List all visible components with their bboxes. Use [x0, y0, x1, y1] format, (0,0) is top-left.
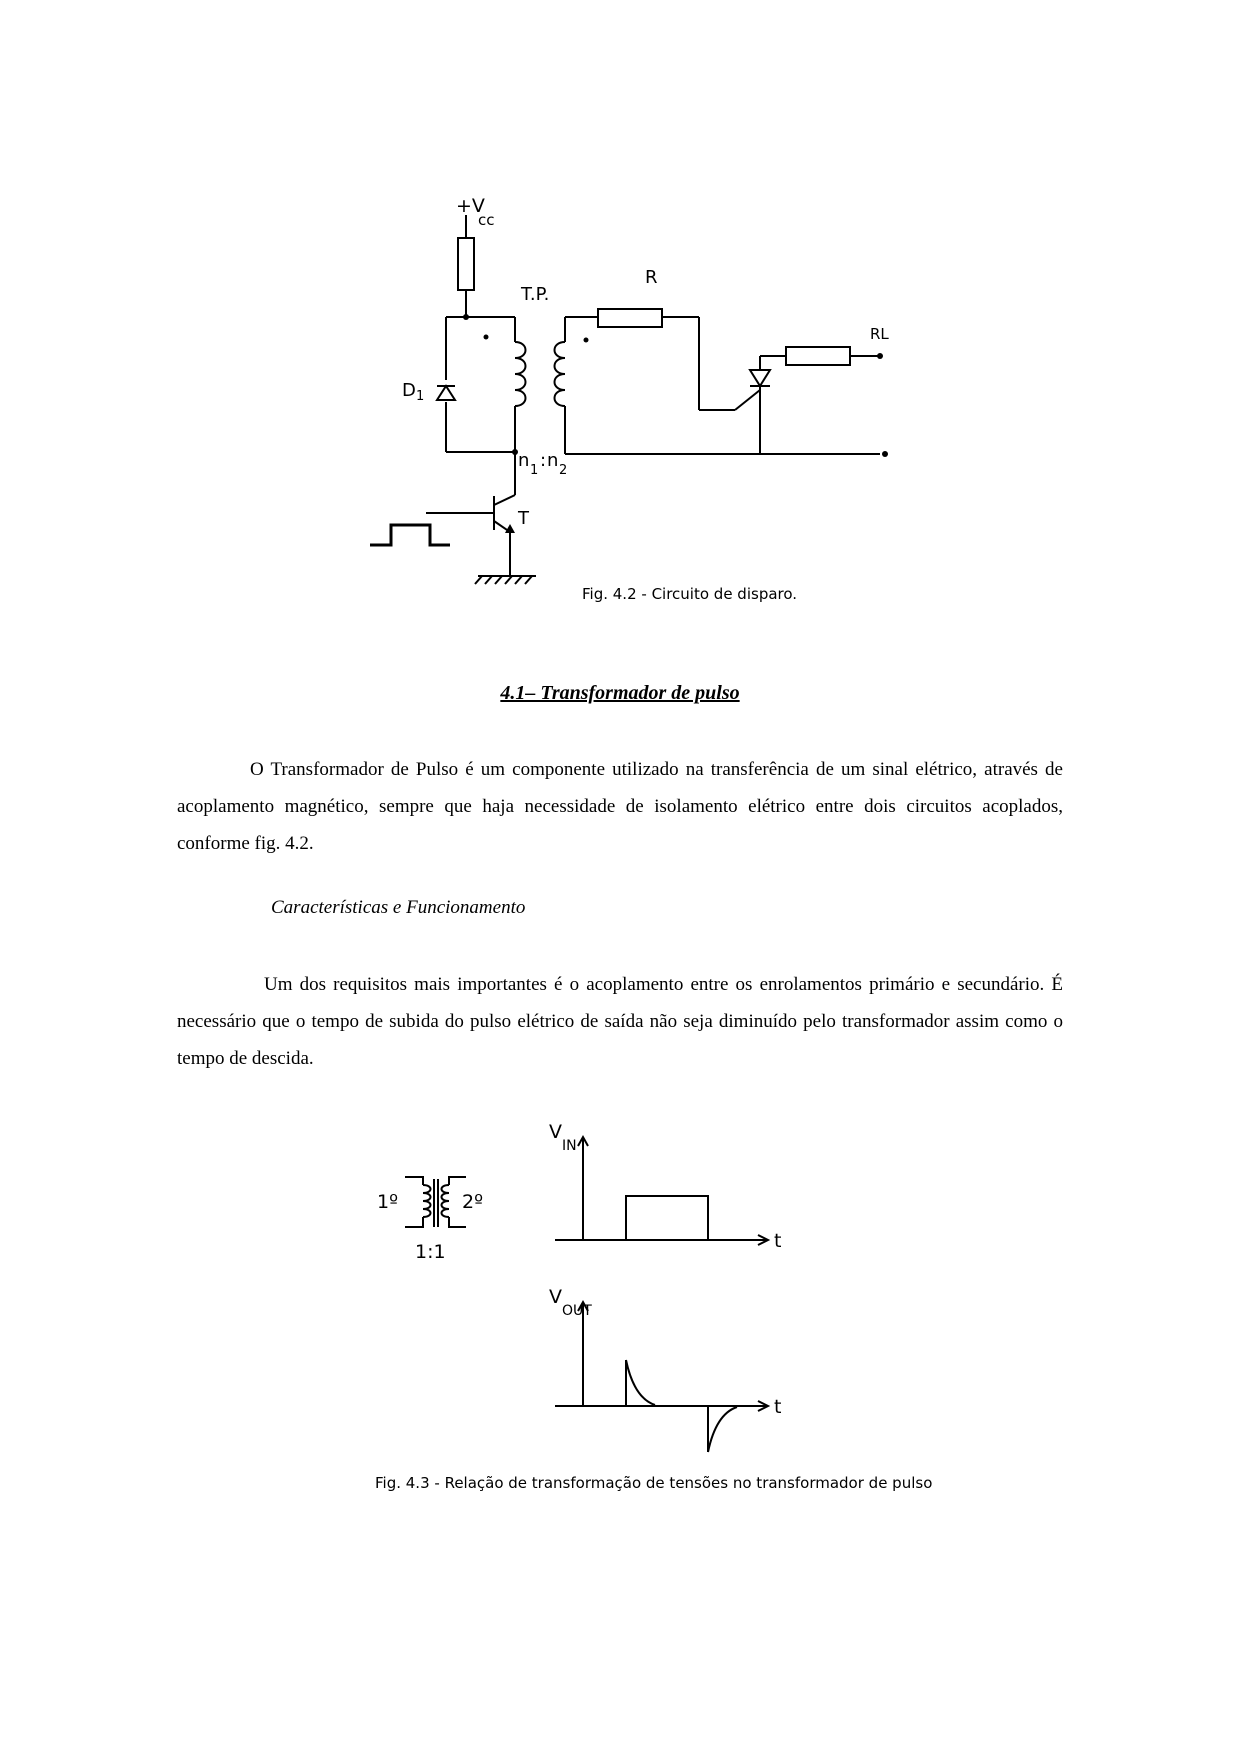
vcc-label: +V — [456, 195, 485, 217]
paragraph-intro: O Transformador de Pulso é um componente utilizado na transferência de um sinal elétrico, através de acoplamento magnético, sempre que haja necessidade de isolamento elétrico entre dois circuitos acoplados, conforme fig. 4.2. — [177, 759, 1063, 854]
d1-label: D — [402, 380, 416, 401]
n1-subscript: 1 — [530, 463, 539, 478]
r-label: R — [645, 267, 658, 288]
figure-4-3-caption: Fig. 4.3 - Relação de transformação de tensões no transformador de pulso — [375, 1474, 933, 1492]
n2-subscript: 2 — [559, 463, 568, 478]
d1-subscript: 1 — [416, 389, 425, 404]
figure-4-2-caption: Fig. 4.2 - Circuito de disparo. — [582, 585, 798, 603]
tp-label: T.P. — [521, 284, 550, 305]
primary-label: 1º — [377, 1191, 399, 1213]
vout-subscript: OUT — [562, 1303, 592, 1319]
vout-label: V — [549, 1286, 562, 1308]
secondary-label: 2º — [462, 1191, 484, 1213]
trigger-circuit-diagram — [360, 190, 980, 620]
n2-label: n — [547, 450, 559, 471]
time-axis-label-vout: t — [774, 1396, 782, 1418]
vin-label: V — [549, 1121, 562, 1143]
rl-label: RL — [870, 325, 889, 343]
subheading: Características e Funcionamento — [271, 897, 526, 918]
n1-label: n — [518, 450, 530, 471]
section-title: 4.1– Transformador de pulso — [500, 682, 740, 704]
ratio-colon: : — [540, 450, 547, 471]
transistor-label: T — [518, 508, 529, 529]
vcc-subscript: cc — [478, 211, 495, 229]
pulse-transformer-waveform-diagram — [360, 1115, 960, 1505]
paragraph-requirements: Um dos requisitos mais importantes é o acoplamento entre os enrolamentos primário e secundário. É necessário que o tempo de subida do pulso elétrico de saída não seja diminuído pelo transformador assim como o tempo de descida. — [177, 974, 1063, 1069]
ratio-label: 1:1 — [415, 1241, 446, 1263]
vin-subscript: IN — [562, 1138, 577, 1154]
time-axis-label-vin: t — [774, 1230, 782, 1252]
